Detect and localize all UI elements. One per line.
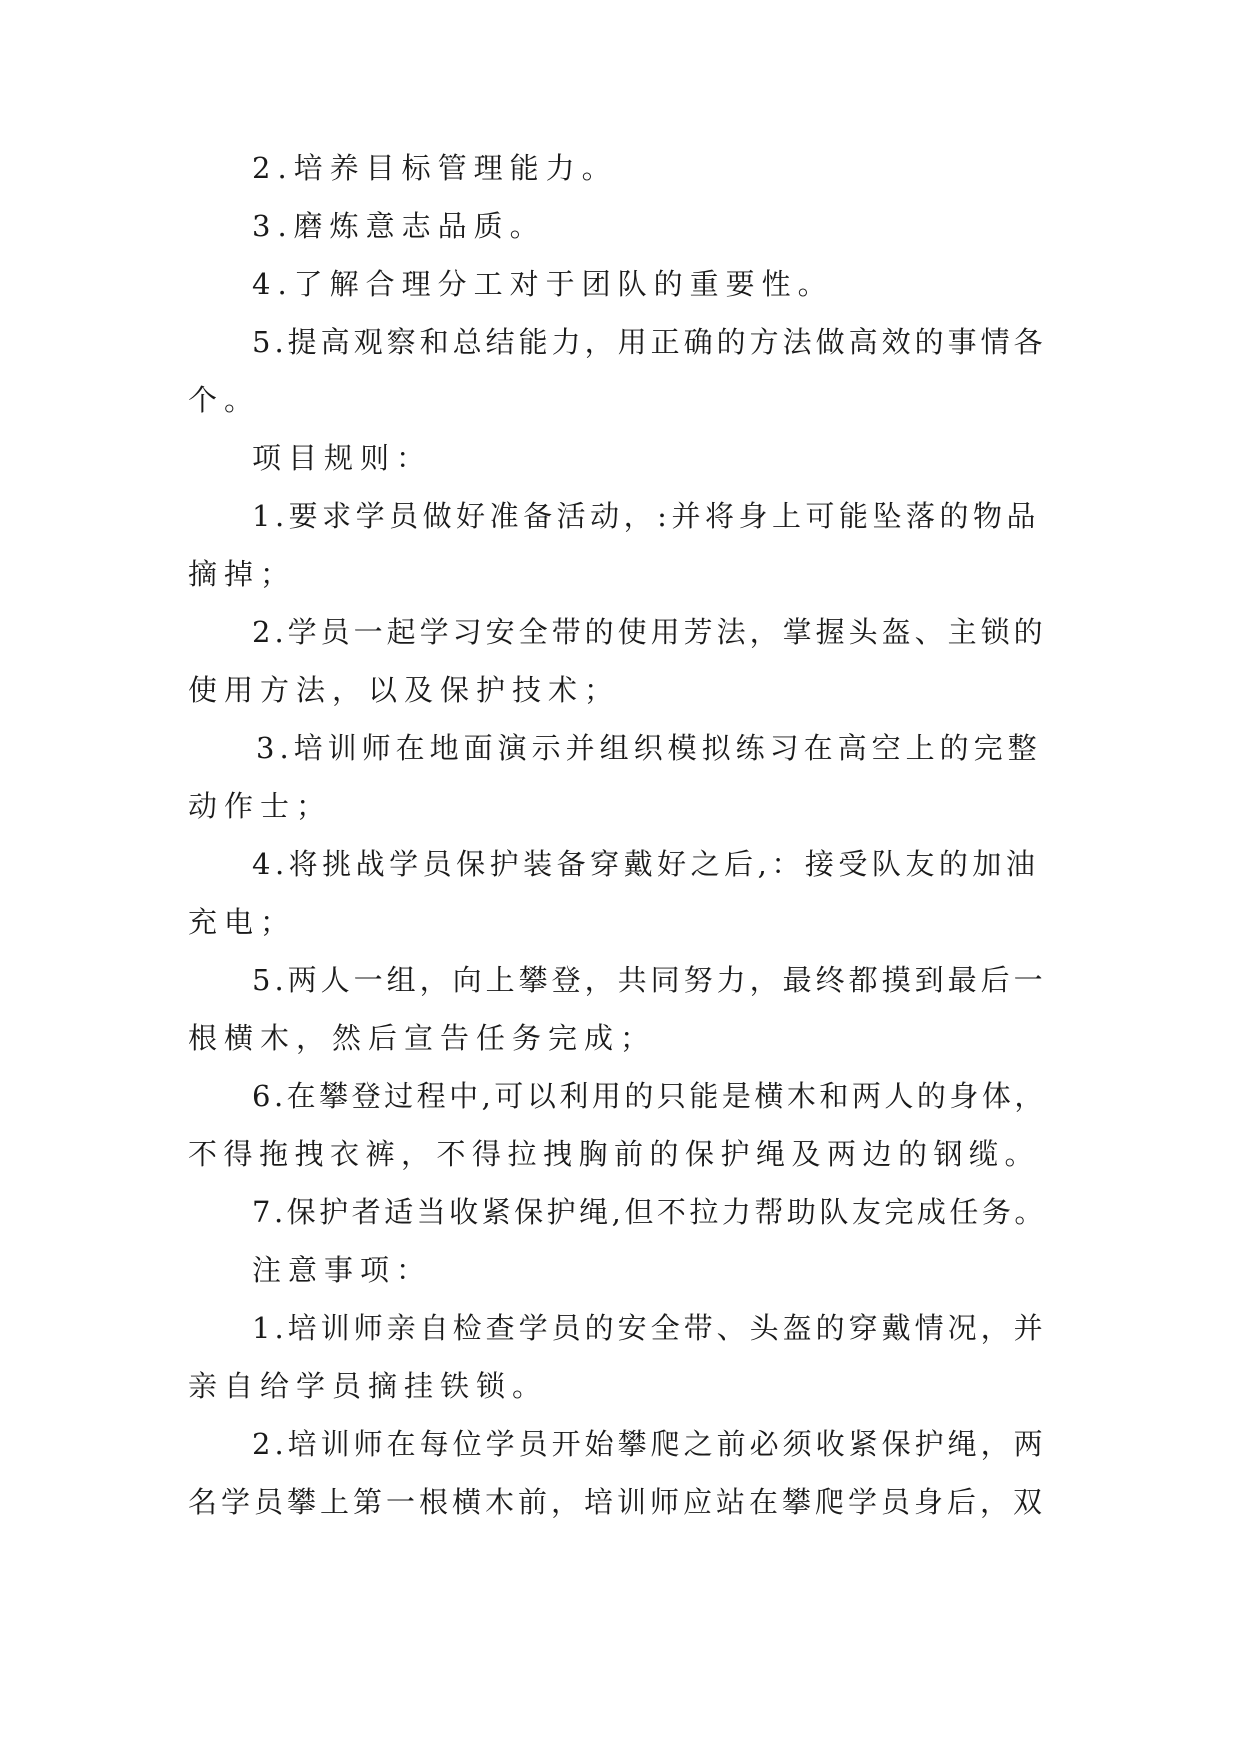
list-item-rule-3-cont: 动作士；	[188, 789, 333, 823]
list-item-note-1-cont: 亲自给学员摘挂铁锁。	[188, 1369, 549, 1403]
list-item-rule-6-cont: 不得拖拽衣裤，不得拉拽胸前的保护绳及两边的钢缆。	[188, 1137, 1041, 1171]
list-item-goal-3: 3.磨炼意志品质。	[252, 209, 546, 243]
list-item-rule-5-cont: 根横木，然后宣告任务完成；	[188, 1021, 657, 1055]
list-item-note-2-cont: 名学员攀上第一根横木前，培训师应站在攀爬学员身后，双	[188, 1485, 1047, 1519]
section-heading-notes: 注意事项：	[252, 1253, 433, 1287]
list-item-rule-4: 4.将挑战学员保护装备穿戴好之后,：接受队友的加油	[252, 847, 1040, 881]
list-item-rule-1: 1.要求学员做好准备活动，:并将身上可能坠落的物品	[252, 499, 1040, 533]
list-item-goal-5: 5.提高观察和总结能力，用正确的方法做高效的事情各	[252, 325, 1047, 359]
list-item-rule-1-cont: 摘掉；	[188, 557, 297, 591]
list-item-note-1: 1.培训师亲自检查学员的安全带、头盔的穿戴情况，并	[252, 1311, 1047, 1345]
list-item-goal-4: 4.了解合理分工对于团队的重要性。	[252, 267, 834, 301]
list-item-rule-2: 2.学员一起学习安全带的使用芳法，掌握头盔、主锁的	[252, 615, 1047, 649]
list-item-goal-5-cont: 个。	[188, 383, 261, 417]
list-item-rule-7: 7.保护者适当收紧保护绳,但不拉力帮助队友完成任务。	[252, 1195, 1047, 1229]
list-item-goal-2: 2.培养目标管理能力。	[252, 151, 618, 185]
list-item-rule-4-cont: 充电；	[188, 905, 297, 939]
section-heading-rules: 项目规则：	[252, 441, 433, 475]
list-item-rule-5: 5.两人一组，向上攀登，共同努力，最终都摸到最后一	[252, 963, 1047, 997]
list-item-rule-3: 3.培训师在地面演示并组织模拟练习在高空上的完整	[256, 731, 1042, 765]
list-item-rule-6: 6.在攀登过程中,可以利用的只能是横木和两人的身体，	[252, 1079, 1047, 1113]
list-item-rule-2-cont: 使用方法，以及保护技术；	[188, 673, 621, 707]
list-item-note-2: 2.培训师在每位学员开始攀爬之前必须收紧保护绳，两	[252, 1427, 1047, 1461]
